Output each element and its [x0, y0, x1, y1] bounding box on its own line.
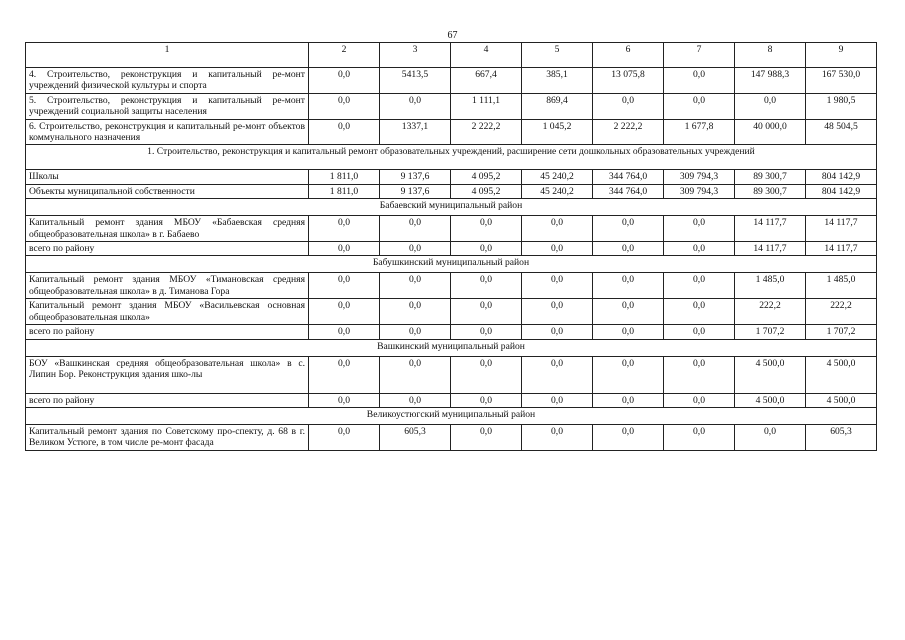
value-cell: 344 764,0	[593, 170, 664, 184]
table-row	[26, 93, 877, 119]
value-cell: 0,0	[664, 299, 735, 325]
column-header: 9	[806, 43, 877, 68]
district-row	[26, 339, 877, 356]
value-cell: 14 117,7	[735, 242, 806, 256]
table-row	[26, 242, 877, 256]
value-cell: 0,0	[380, 393, 451, 407]
value-cell: 4 500,0	[806, 393, 877, 407]
value-cell: 0,0	[380, 273, 451, 299]
header-row	[26, 43, 877, 68]
value-cell: 89 300,7	[735, 170, 806, 184]
value-cell: 0,0	[451, 356, 522, 393]
value-cell: 0,0	[309, 68, 380, 94]
value-cell: 0,0	[664, 93, 735, 119]
row-label: 6. Строительство, реконструкция и капитальный ре-монт объектов коммунального назначения	[26, 119, 309, 145]
value-cell: 4 095,2	[451, 184, 522, 198]
value-cell: 0,0	[593, 273, 664, 299]
value-cell: 0,0	[451, 299, 522, 325]
value-cell: 605,3	[380, 424, 451, 450]
value-cell: 14 117,7	[806, 216, 877, 242]
value-cell: 0,0	[593, 424, 664, 450]
value-cell: 1 707,2	[806, 325, 877, 339]
table-row	[26, 119, 877, 145]
district-name: Бабушкинский муниципальный район	[26, 256, 877, 273]
value-cell: 0,0	[522, 273, 593, 299]
value-cell: 0,0	[664, 325, 735, 339]
value-cell: 0,0	[451, 424, 522, 450]
value-cell: 0,0	[451, 325, 522, 339]
value-cell: 14 117,7	[735, 216, 806, 242]
table-row	[26, 325, 877, 339]
value-cell: 0,0	[380, 325, 451, 339]
value-cell: 0,0	[309, 216, 380, 242]
value-cell: 89 300,7	[735, 184, 806, 198]
value-cell: 0,0	[309, 356, 380, 393]
value-cell: 4 500,0	[735, 393, 806, 407]
value-cell: 0,0	[664, 216, 735, 242]
table-row	[26, 170, 877, 184]
value-cell: 45 240,2	[522, 184, 593, 198]
value-cell: 0,0	[451, 216, 522, 242]
table-row	[26, 216, 877, 242]
value-cell: 0,0	[593, 242, 664, 256]
table-row	[26, 393, 877, 407]
value-cell: 0,0	[522, 393, 593, 407]
table-row	[26, 424, 877, 450]
value-cell: 5413,5	[380, 68, 451, 94]
value-cell: 9 137,6	[380, 184, 451, 198]
value-cell: 344 764,0	[593, 184, 664, 198]
row-label: всего по району	[26, 393, 309, 407]
row-label: БОУ «Вашкинская средняя общеобразовательная школа» в с. Липин Бор. Реконструкция здания шко-лы	[26, 356, 309, 393]
table-row	[26, 356, 877, 393]
column-header: 6	[593, 43, 664, 68]
value-cell: 0,0	[309, 119, 380, 145]
value-cell: 45 240,2	[522, 170, 593, 184]
budget-table	[25, 42, 877, 451]
row-label: всего по району	[26, 325, 309, 339]
value-cell: 0,0	[522, 242, 593, 256]
value-cell: 0,0	[664, 424, 735, 450]
value-cell: 0,0	[380, 242, 451, 256]
table-row	[26, 299, 877, 325]
value-cell: 667,4	[451, 68, 522, 94]
value-cell: 0,0	[380, 93, 451, 119]
column-header: 5	[522, 43, 593, 68]
district-row	[26, 407, 877, 424]
column-header: 3	[380, 43, 451, 68]
row-label: Школы	[26, 170, 309, 184]
value-cell: 147 988,3	[735, 68, 806, 94]
value-cell: 0,0	[593, 393, 664, 407]
column-header: 2	[309, 43, 380, 68]
value-cell: 0,0	[522, 216, 593, 242]
value-cell: 0,0	[451, 242, 522, 256]
row-label: 4. Строительство, реконструкция и капитальный ре-монт учреждений физической культуры и спорта	[26, 68, 309, 94]
value-cell: 869,4	[522, 93, 593, 119]
district-row	[26, 256, 877, 273]
value-cell: 804 142,9	[806, 170, 877, 184]
district-name: Бабаевский муниципальный район	[26, 199, 877, 216]
value-cell: 1 485,0	[806, 273, 877, 299]
table-row	[26, 273, 877, 299]
value-cell: 0,0	[309, 299, 380, 325]
value-cell: 4 500,0	[735, 356, 806, 393]
value-cell: 0,0	[522, 356, 593, 393]
value-cell: 0,0	[735, 93, 806, 119]
value-cell: 385,1	[522, 68, 593, 94]
value-cell: 14 117,7	[806, 242, 877, 256]
value-cell: 0,0	[451, 273, 522, 299]
table-row	[26, 68, 877, 94]
value-cell: 1 811,0	[309, 184, 380, 198]
value-cell: 309 794,3	[664, 184, 735, 198]
value-cell: 0,0	[664, 356, 735, 393]
value-cell: 1 677,8	[664, 119, 735, 145]
row-label: всего по району	[26, 242, 309, 256]
district-row	[26, 199, 877, 216]
value-cell: 804 142,9	[806, 184, 877, 198]
value-cell: 0,0	[309, 93, 380, 119]
district-name: Великоустюгский муниципальный район	[26, 407, 877, 424]
value-cell: 9 137,6	[380, 170, 451, 184]
row-label: Капитальный ремонт здания МБОУ «Васильевская основная общеобразовательная школа»	[26, 299, 309, 325]
value-cell: 4 500,0	[806, 356, 877, 393]
value-cell: 0,0	[380, 356, 451, 393]
value-cell: 0,0	[309, 325, 380, 339]
row-label: Капитальный ремонт здания по Советскому про-спекту, д. 68 в г. Великом Устюге, в том числе ре-монт фасада	[26, 424, 309, 450]
section-header-row	[26, 145, 877, 170]
value-cell: 1337,1	[380, 119, 451, 145]
value-cell: 0,0	[309, 273, 380, 299]
value-cell: 0,0	[664, 393, 735, 407]
value-cell: 0,0	[593, 299, 664, 325]
value-cell: 1 111,1	[451, 93, 522, 119]
column-header: 8	[735, 43, 806, 68]
value-cell: 0,0	[664, 242, 735, 256]
table-body	[26, 68, 877, 451]
value-cell: 605,3	[806, 424, 877, 450]
value-cell: 167 530,0	[806, 68, 877, 94]
table-row	[26, 184, 877, 198]
row-label: Капитальный ремонт здания МБОУ «Тимановская средняя общеобразовательная школа» в д. Тиманова Гора	[26, 273, 309, 299]
value-cell: 4 095,2	[451, 170, 522, 184]
row-label: 5. Строительство, реконструкция и капитальный ре-монт учреждений социальной защиты населения	[26, 93, 309, 119]
value-cell: 0,0	[309, 242, 380, 256]
value-cell: 0,0	[664, 68, 735, 94]
value-cell: 1 707,2	[735, 325, 806, 339]
value-cell: 2 222,2	[451, 119, 522, 145]
value-cell: 1 980,5	[806, 93, 877, 119]
value-cell: 48 504,5	[806, 119, 877, 145]
page-number: 67	[447, 30, 458, 41]
value-cell: 1 485,0	[735, 273, 806, 299]
value-cell: 222,2	[806, 299, 877, 325]
section-title: 1. Строительство, реконструкция и капитальный ремонт образовательных учреждений, расширение сети дошкольных образовательных учреждений	[26, 145, 877, 170]
value-cell: 0,0	[309, 424, 380, 450]
value-cell: 1 045,2	[522, 119, 593, 145]
value-cell: 0,0	[593, 356, 664, 393]
value-cell: 222,2	[735, 299, 806, 325]
value-cell: 0,0	[522, 299, 593, 325]
column-header: 1	[26, 43, 309, 68]
value-cell: 0,0	[664, 273, 735, 299]
value-cell: 0,0	[380, 299, 451, 325]
district-name: Вашкинский муниципальный район	[26, 339, 877, 356]
value-cell: 0,0	[522, 424, 593, 450]
value-cell: 0,0	[380, 216, 451, 242]
value-cell: 2 222,2	[593, 119, 664, 145]
value-cell: 0,0	[309, 393, 380, 407]
value-cell: 0,0	[735, 424, 806, 450]
value-cell: 0,0	[593, 325, 664, 339]
value-cell: 0,0	[522, 325, 593, 339]
value-cell: 0,0	[593, 216, 664, 242]
column-header: 4	[451, 43, 522, 68]
row-label: Объекты муниципальной собственности	[26, 184, 309, 198]
row-label: Капитальный ремонт здания МБОУ «Бабаевская средняя общеобразовательная школа» в г. Бабаево	[26, 216, 309, 242]
value-cell: 13 075,8	[593, 68, 664, 94]
column-header: 7	[664, 43, 735, 68]
value-cell: 1 811,0	[309, 170, 380, 184]
value-cell: 309 794,3	[664, 170, 735, 184]
value-cell: 0,0	[451, 393, 522, 407]
value-cell: 0,0	[593, 93, 664, 119]
value-cell: 40 000,0	[735, 119, 806, 145]
